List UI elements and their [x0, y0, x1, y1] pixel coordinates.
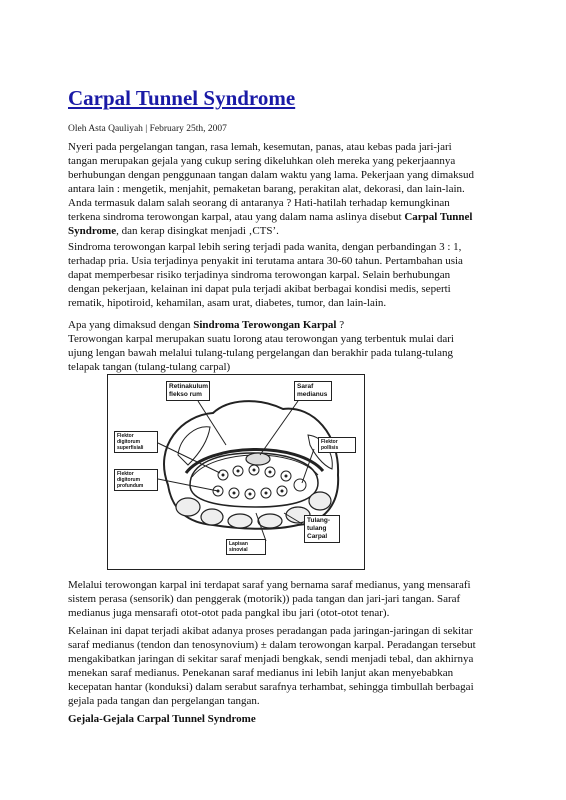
cause-paragraph: [68, 624, 508, 708]
label-flexor-profundum: Flektor digitorum profundum: [114, 469, 158, 491]
text-line: dapat memperbesar risiko terjadinya sindroma terowongan karpal. Selain berhubungan: [68, 269, 451, 281]
text-line: Syndrome, dan kerap disingkat menjadi ‚CTS’.: [68, 225, 279, 237]
bold-term: Carpal Tunnel: [404, 211, 473, 223]
label-carpal-bones: Tulang- tulang Carpal: [304, 515, 340, 543]
text-line: gejala pada tangan dan pergelangan tangan.: [68, 695, 260, 707]
page-title[interactable]: Carpal Tunnel Syndrome: [68, 86, 296, 110]
label-retinaculum: Retinakulum flekso rum: [166, 381, 210, 401]
prevalence-paragraph: [68, 240, 508, 310]
text-line: saraf medianus (tendon dan tenosynovium) ± dalam terowongan karpal. Peradangan tersebut: [68, 639, 476, 651]
text-line: ujung lengan bawah melalui tulang-tulang pergelangan dan berakhir pada tulang-tulang: [68, 347, 453, 359]
label-synovial-layer: Lapisan sinovial: [226, 539, 266, 555]
text-line: mengakibatkan jaringan di sekitar saraf menjadi bengkak, sendi menjadi tebal, dan akhirnya: [68, 653, 474, 665]
text-line: antara lain : mengetik, menjahit, pemaketan barang, perakitan alat, dekorasi, dan lain-lain.: [68, 183, 465, 195]
text-line: rematik, hipotiroid, kehamilan, asam urat, diabetes, tumor, dan lain-lain.: [68, 297, 387, 309]
text-line: Nyeri pada pergelangan tangan, rasa lemah, kesemutan, panas, atau kebas pada jari-jari: [68, 141, 452, 153]
label-flexor-superficialis: Flektor digitorum superfisiali: [114, 431, 158, 453]
intro-paragraph: [68, 140, 508, 238]
text-line: dengan pekerjaan, kelainan ini dapat pula terjadi akibat berbagai kondisi medis, seperti: [68, 283, 451, 295]
text-line: terkena sindroma terowongan karpal, atau yang dalam nama aslinya disebut Carpal Tunnel: [68, 211, 473, 223]
median-nerve-paragraph: [68, 578, 508, 620]
text-line: tangan merupakan gejala yang cukup sering dikeluhkan oleh mereka yang pekerjaannya: [68, 155, 456, 167]
text-line: Kelainan ini dapat terjadi akibat adanya proses peradangan pada jaringan-jaringan di sekitar: [68, 625, 473, 637]
byline: Oleh Asta Qauliyah | February 25th, 2007: [68, 124, 227, 134]
text-line: telapak tangan (tulang-tulang carpal): [68, 361, 231, 373]
text-line: Sindroma terowongan karpal lebih sering terjadi pada wanita, dengan perbandingan 3 : 1,: [68, 241, 462, 253]
text-line: berhubungan dengan penggunaan tangan dalam waktu yang lama. Pekerjaan yang dimaksud: [68, 169, 474, 181]
text-line: menekan saraf medianus. Penekanan saraf medianus ini lebih lanjut akan menyebabkan: [68, 667, 454, 679]
label-median-nerve: Saraf medianus: [294, 381, 332, 401]
section-heading: Gejala-Gejala Carpal Tunnel Syndrome: [68, 713, 256, 725]
text-line: sistem perasa (sensorik) dan penggerak (motorik)) pada tangan dan jari-jari tangan. Saraf: [68, 593, 461, 605]
text-line: Terowongan karpal merupakan suatu lorong atau terowongan yang terbentuk mulai dari: [68, 333, 454, 345]
text-line: medianus juga mensarafi otot-otot pada pangkal ibu jari (otot-otot tenar).: [68, 607, 390, 619]
bold-term: Syndrome: [68, 225, 117, 237]
carpal-tunnel-diagram: [107, 374, 365, 570]
text-line: terhadap pria. Usia terjadinya penyakit ini terutama antara 30-60 tahun. Pertambahan usia: [68, 255, 463, 267]
text-line: Melalui terowongan karpal ini terdapat saraf yang bernama saraf medianus, yang mensarafi: [68, 579, 471, 591]
bold-term: Sindroma Terowongan Karpal: [193, 319, 337, 331]
definition-paragraph: [68, 318, 508, 374]
label-flexor-pollicis: Flektor pollisis: [318, 437, 356, 453]
text-line: Anda termasuk dalam salah seorang di antaranya ? Hati-hatilah terhadap kemungkinan: [68, 197, 450, 209]
text-line: kecepatan hantar (konduksi) dalam serabut sarafnya terhambat, sehingga timbullah berbagai: [68, 681, 474, 693]
question-line: Apa yang dimaksud dengan Sindroma Terowongan Karpal ?: [68, 319, 345, 331]
